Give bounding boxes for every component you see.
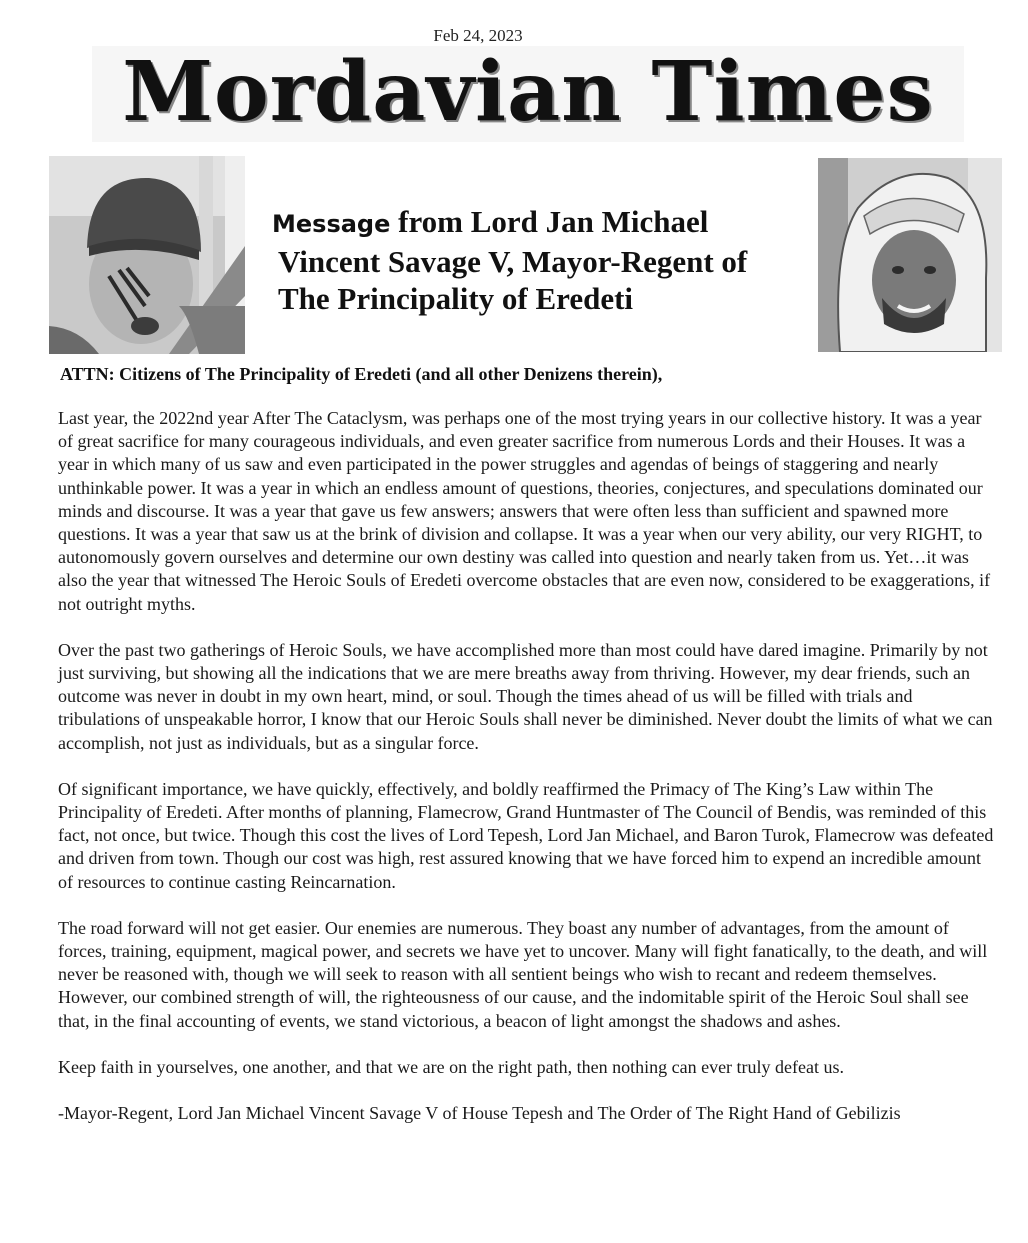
headline-line-1: from Lord Jan Michael [390, 204, 709, 239]
paragraph-4: The road forward will not get easier. Our enemies are numerous. They boast any number of advantages, from the amount of forces, training, equipment, magical power, and secrets we have yet to uncover. Many will fight fanatically, to the death, and will never be reasoned with, though we will seek to reason with all sentient beings who wish to recant and redeem themselves. However, our combined strength of will, the righteousness of our cause, and the indomitable spirit of the Heroic Soul shall see that, in the final accounting of events, we stand victorious, a beacon of light amongst the shadows and ashes. [58, 917, 988, 1031]
salutation: ATTN: Citizens of The Principality of Eredeti (and all other Denizens therein), [60, 364, 663, 384]
signature: -Mayor-Regent, Lord Jan Michael Vincent Savage V of House Tepesh and The Order of The Right Hand of Gebilizis [58, 1103, 901, 1124]
issue-date: Feb 24, 2023 [433, 26, 523, 45]
portrait-right-illustration [818, 158, 1002, 352]
newspaper-masthead: Mordavian Times [122, 44, 934, 140]
paragraph-5: Keep faith in yourselves, one another, and that we are on the right path, then nothing can ever truly defeat us. [58, 1056, 845, 1077]
paragraph-2: Over the past two gatherings of Heroic Souls, we have accomplished more than most could have dared imagine. Primarily by not just surviving, but showing all the indications that we are mere breaths away from thriving. However, my dear friends, such an outcome was never in doubt in my own heart, mind, or soul. Though the times ahead of us will be filled with trials and tribulations of unspeakable horror, I know that our Heroic Souls shall never be diminished. Never doubt the limits of what we can accomplish, not just as individuals, but as a singular force. [58, 639, 993, 753]
paragraph-1: Last year, the 2022nd year After The Cataclysm, was perhaps one of the most trying years in our collective history. It was a year of great sacrifice for many courageous individuals, and even greater sacrifice from numerous Lords and their Houses. It was a year in which many of us saw and even participated in the power struggles and agendas of beings of staggering and nearly unthinkable power. It was a year in which an endless amount of questions, theories, conjectures, and speculations dominated our minds and discourse. It was a year that gave us few answers; answers that were often less than sufficient and spawned more questions. It was a year that saw us at the brink of division and collapse. It was a year when our very ability, our very RIGHT, to autonomously govern ourselves and determine our own destiny was called into question and nearly taken from us. Yet…it was also the year that witnessed The Heroic Souls of Eredeti overcome obstacles that are even now, considered to be exaggerations, if not outright myths. [58, 408, 991, 614]
article-headline [272, 203, 792, 317]
headline-line-2: Vincent Savage V, Mayor-Regent of [278, 244, 748, 279]
paragraph-3: Of significant importance, we have quickly, effectively, and boldly reaffirmed the Primacy of The King’s Law within The Principality of Eredeti. After months of planning, Flamecrow, Grand Huntmaster of The Council of Bendis, was reminded of this fact, not once, but twice. Though this cost the lives of Lord Tepesh, Lord Jan Michael, and Baron Turok, Flamecrow was defeated and driven from town. Though our cost was high, rest assured knowing that we have forced him to expend an incredible amount of resources to continue casting Reincarnation. [58, 778, 994, 892]
headline-line-3: The Principality of Eredeti [278, 281, 634, 316]
portrait-left-illustration [49, 156, 245, 354]
photo-left-portrait [49, 156, 245, 354]
article-body [58, 407, 998, 1148]
photo-right-portrait [818, 158, 1002, 352]
headline-lead-word: Message [272, 210, 391, 238]
